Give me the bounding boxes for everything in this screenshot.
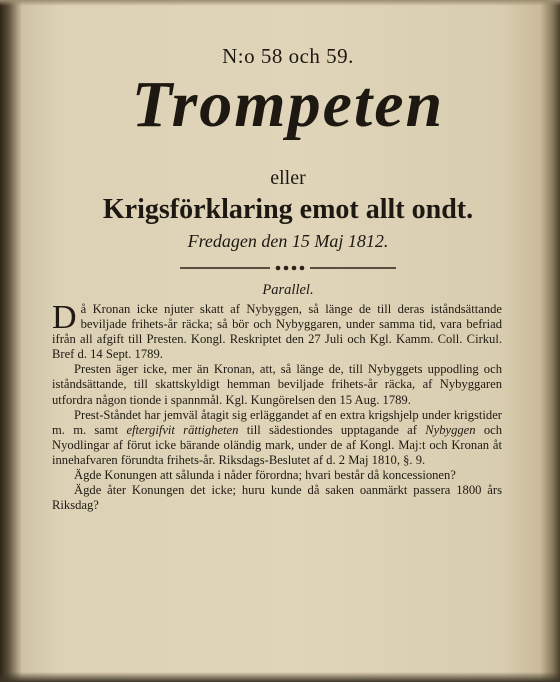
article-paragraph: [52, 299, 502, 362]
ornament-dot: [284, 266, 289, 271]
paragraph-text: och Nyodlingar af förut icke bärande oländig mark, under de af Kongl. Maj:t och Kronan åt innehafvaren förundta frihets-år. Riksdags-Beslutet af d. 2 Maj 1810, §. 9.: [52, 422, 502, 467]
paragraph-text: Prest-Ståndet har jemväl åtagit sig erläggandet af en extra krigshjelp under krigstider m. m. samt: [52, 407, 502, 437]
dateline: Fredagen den 15 Maj 1812.: [187, 231, 389, 251]
article-paragraph: Ägde åter Konungen det icke; huru kunde då saken oanmärkt passera 1800 års Riksdag?: [52, 483, 502, 513]
article-paragraph: [52, 408, 502, 468]
title-connector: eller: [270, 167, 306, 189]
newspaper-page: [38, 36, 538, 646]
page-edge-bottom: [0, 672, 560, 682]
paragraph-text: å Kronan icke njuter skatt af Nybyggen, så länge de till deras iståndsättande beviljade frihets-år räcka; så bör och Nybyggaren, under samma tid, vara befriad ifrån all afgift till Presten. Kongl. Reskriptet den 27 Juli och Kgl. Kamm. Coll. Cirkul. Bref d. 14 Sept. 1789.: [52, 302, 502, 362]
masthead-title: Trompeten: [131, 68, 445, 141]
ornament-dot: [300, 266, 305, 271]
ornament-dot: [276, 266, 281, 271]
article-body: [52, 299, 502, 513]
masthead-subtitle: Krigsförklaring emot allt ondt.: [102, 194, 474, 225]
article-paragraph: Presten äger icke, mer än Kronan, att, så länge de, till Nybyggets uppodling och iståndsättande, till skattskyldigt hemman beviljade frihets-år räcka, af Nybyggaren utfordra någon tionde i spannmål. Kgl. Kungörelsen den 15 Aug. 1789.: [52, 362, 502, 407]
issue-number: N:o 58 och 59.: [222, 44, 354, 68]
ornament-divider: [178, 262, 398, 274]
emphasized-text: eftergifvit rättigheten: [126, 422, 239, 437]
emphasized-text: Nybyggen: [425, 422, 476, 437]
article-paragraph: Ägde Konungen att sålunda i nåder förordna; hvari består då koncessionen?: [74, 468, 456, 483]
drop-cap: D: [52, 299, 77, 336]
section-title: Parallel.: [262, 282, 314, 298]
paragraph-text: till sädestiondes upptagande af: [238, 422, 426, 437]
ornament-dot: [292, 266, 297, 271]
page-edge-top: [0, 0, 560, 6]
